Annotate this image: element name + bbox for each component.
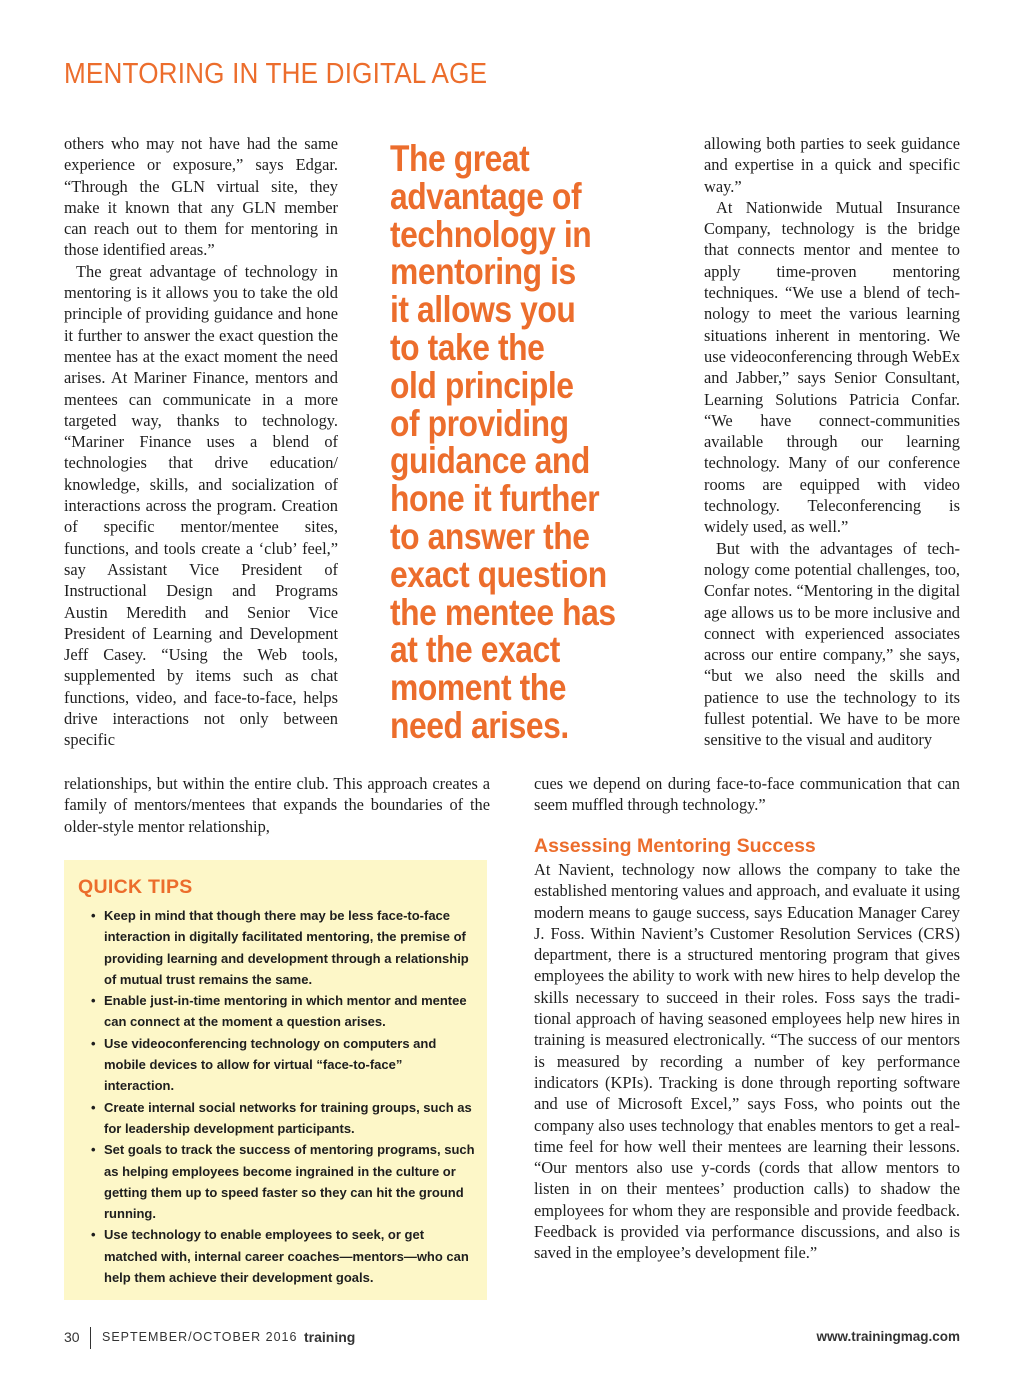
quick-tip-item: • Enable just-in-time mentoring in which mentor and mentee can connect at the moment a question arises. bbox=[78, 990, 475, 1033]
left-continuation bbox=[64, 773, 490, 837]
quick-tips-title: QUICK TIPS bbox=[78, 876, 193, 898]
pull-quote-line: it allows you bbox=[390, 289, 576, 331]
pull-quote-line: at the exact bbox=[390, 629, 560, 671]
pull-quote-line: to answer the bbox=[390, 515, 590, 557]
pull-quote-line: of providing bbox=[390, 402, 569, 444]
section-body bbox=[534, 859, 960, 1264]
magazine-brand: training bbox=[304, 1329, 356, 1345]
page-footer bbox=[64, 1329, 960, 1351]
left-column bbox=[64, 133, 338, 751]
quick-tip-item: • Set goals to track the success of mentoring programs, such as helping employees become ingrained in the culture or getting them up to speed faster so they can hit the ground running. bbox=[78, 1139, 475, 1224]
pull-quote-line: old principle bbox=[390, 364, 574, 406]
body-paragraph: others who may not have had the same experience or exposure,” says Edgar. “Through the GLN virtual site, they make it known that any GLN member can reach out to them for mentoring in those identified areas.” bbox=[64, 134, 338, 260]
quick-tip-item: • Use technology to enable employees to seek, or get matched with, internal career coaches—mentors—who can help them achieve their development goals. bbox=[78, 1224, 475, 1288]
pull-quote-line: need arises. bbox=[390, 704, 569, 746]
pull-quote-line: technology in bbox=[390, 213, 592, 255]
body-paragraph: relationships, but within the entire club. This approach creates a family of mentors/mentees that expands the boundaries of the older-style mentor relationship, bbox=[64, 774, 490, 836]
page-header-title: MENTORING IN THE DIGITAL AGE bbox=[64, 58, 488, 90]
pull-quote-line: moment the bbox=[390, 667, 567, 709]
body-paragraph: At Navient, technology now allows the company to take the established mentoring values and approach, and evaluate it using modern means to gauge success, says Education Manager Carey J. Foss. Within Navient’s Customer Resolution Services (CRS) department, there is a structured mentoring program that gives employees the ability to work with new hires to help develop the skills necessary to succeed in their roles. Foss says the traditional approach of having seasoned employees help new hires in training is measured electronically. “The success of our mentors is measured by recording a number of key performance indicators (KPIs). Tracking is done through reporting software and use of Microsoft Excel,” says Foss, who points out the company also uses technology that enables mentors to get a real-time feel for how well their mentees are learning their lessons. “Our mentors also use y-cords (cords that allow mentors to listen in on their mentees’ production calls) to shadow the employees for whom they are responsible and provide feedback. Feedback is provided via performance discussions, and also is saved in the employee’s development file.” bbox=[534, 860, 960, 1263]
quick-tip-item: • Create internal social networks for training groups, such as for leadership development participants. bbox=[78, 1097, 475, 1140]
pull-quote-line: guidance and bbox=[390, 440, 590, 482]
pull-quote-line: advantage of bbox=[390, 175, 582, 217]
quick-tips-box bbox=[64, 860, 487, 1300]
issue-date: SEPTEMBER/OCTOBER 2016 bbox=[102, 1330, 298, 1344]
body-paragraph: At Nationwide Mutual Insurance Company, technology is the bridge that connects mentor and mentee to apply time-proven mentoring techniques. “We use a blend of technology to meet the various learning situations inherent in mentoring. We use videoconferencing through WebEx and Jabber,” says Senior Consultant, Learning Solutions Patricia Confar. “We have connect-communities available through our learning technology. Many of our conference rooms are equipped with video technology. Teleconferencing is widely used, as well.” bbox=[704, 197, 960, 537]
footer-divider bbox=[90, 1327, 91, 1349]
quick-tips-list bbox=[78, 905, 475, 1288]
page-number: 30 bbox=[64, 1329, 80, 1345]
pull-quote-line: exact question bbox=[390, 553, 607, 595]
quick-tip-item: • Keep in mind that though there may be less face-to-face interaction in digitally facilitated mentoring, the premise of providing learning and development through a relationship of mutual trust remains the same. bbox=[78, 905, 475, 990]
body-paragraph: allowing both parties to seek guidance and expertise in a quick and specific way.” bbox=[704, 134, 960, 196]
section-heading: Assessing Mentoring Success bbox=[534, 835, 816, 857]
right-continuation bbox=[534, 773, 960, 816]
pull-quote-line: mentoring is bbox=[390, 251, 576, 293]
pull-quote-line: hone it further bbox=[390, 478, 600, 520]
body-paragraph: The great advantage of technology in mentoring is it allows you to take the old principle of providing guidance and hone it further to answer the exact question the mentee has at the exact moment the need arises. At Mariner Finance, mentors and mentees can communicate in a more targeted way, thanks to technology. “Mariner Finance uses a blend of technologies that drive education/ knowledge, skills, and socialization of interactions across the program. Creation of specific mentor/mentee sites, functions, and tools create a ‘club’ feel,” say Assistant Vice President of Instructional Design and Programs Austin Meredith and Senior Vice President of Learning and Development Jeff Casey. “Using the Web tools, supplemented by items such as chat functions, video, and face-to-face, helps drive interactions not only between specific bbox=[64, 261, 338, 750]
website-url: www.trainingmag.com bbox=[816, 1329, 960, 1344]
pull-quote bbox=[390, 140, 639, 745]
body-paragraph: cues we depend on during face-to-face communication that can seem muffled through technology.” bbox=[534, 774, 960, 815]
quick-tip-item: • Use videoconferencing technology on computers and mobile devices to allow for virtual “face-to-face” interaction. bbox=[78, 1033, 475, 1097]
pull-quote-line: to take the bbox=[390, 326, 545, 368]
right-column bbox=[704, 133, 960, 751]
body-paragraph: But with the advantages of technology come potential challenges, too, Confar notes. “Mentoring in the digital age allows us to be more inclusive and connect with experienced associates across our entire company,” she says, “but we also need the skills and patience to use the technology to its fullest potential. We have to be more sensitive to the visual and auditory bbox=[704, 538, 960, 750]
pull-quote-line: The great bbox=[390, 138, 530, 179]
pull-quote-line: the mentee has bbox=[390, 591, 616, 633]
